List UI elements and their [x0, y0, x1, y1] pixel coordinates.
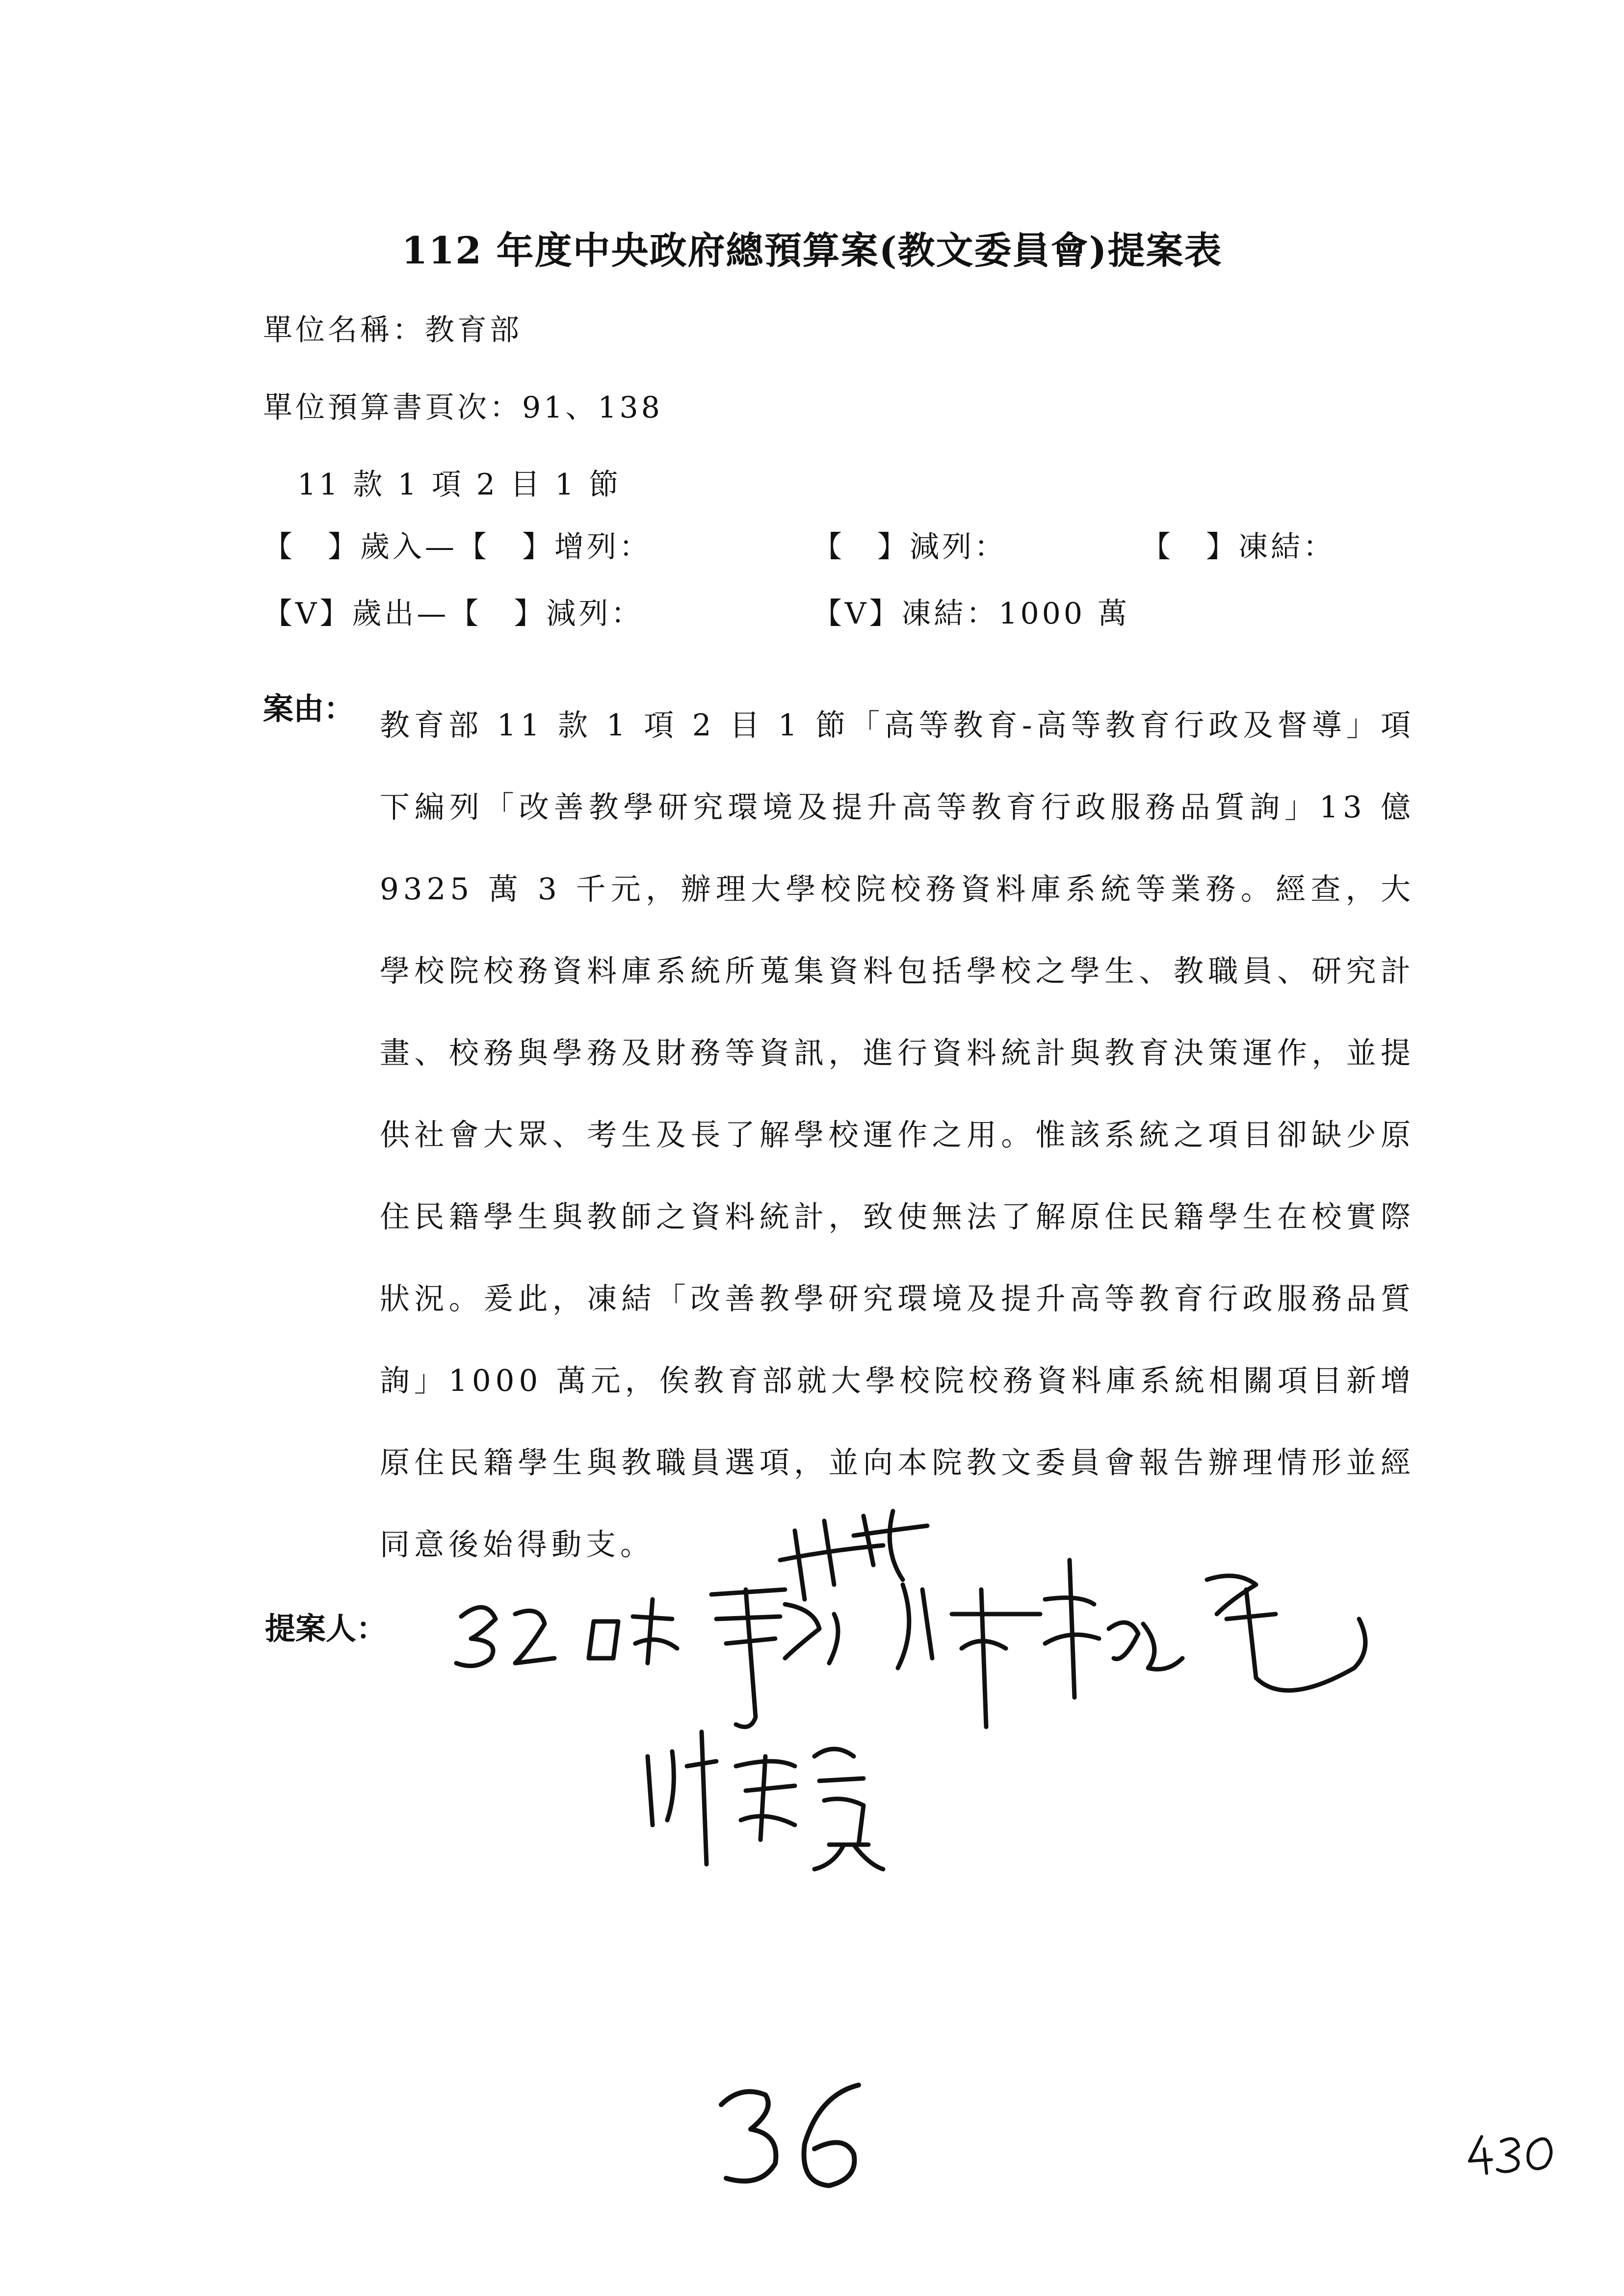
proposer-label: 提案人：: [265, 1611, 387, 1646]
expense-freeze: 【V】凍結：1000 萬: [812, 597, 1130, 631]
expense-row: 【V】歲出—【 】減列：: [263, 597, 644, 631]
revenue-reduce: 【 】減列：: [812, 530, 1007, 564]
section-code: 11 款 1 項 2 目 1 節: [297, 468, 622, 502]
corner-number-image: [1462, 2129, 1560, 2178]
reason-text: 教育部 11 款 1 項 2 目 1 節「高等教育-高等教育行政及督導」項下編列「改善教學研究環境及提升高等教育行政服務品質詢」13 億 9325 萬 3 千元，辦理大學校院校務資料庫系統等業務。經查，大學校院校務資料庫系統所蒐集資料包括學校之學生、教職員、研究計畫、校務與學務及財務等資訊，進行資料統計與教育決策運作，並提供社會大眾、考生及長了解學校運作之用。惟該系統之項目卻缺少原住民籍學生與教師之資料統計，致使無法了解原住民籍學生在校實際狀況。爰此，凍結「改善教學研究環境及提升高等教育行政服務品質詢」1000 萬元，俟教育部就大學校院校務資料庫系統相關項目新增原住民籍學生與教職員選項，並向本院教文委員會報告辦理情形並經同意後始得動支。: [380, 708, 1415, 1562]
revenue-row: 【 】歲入—【 】增列：: [263, 530, 652, 564]
reason-heading: 案由：: [263, 691, 355, 727]
page-title: 112 年度中央政府總預算案(教文委員會)提案表: [401, 229, 1223, 272]
handwritten-page-number-image: [711, 2075, 868, 2198]
unit-name: 單位名稱：教育部: [263, 313, 522, 347]
revenue-freeze: 【 】凍結：: [1141, 530, 1336, 564]
budget-pages: 單位預算書頁次：91、138: [263, 391, 663, 425]
proposer-signatures: [442, 1501, 1398, 1884]
